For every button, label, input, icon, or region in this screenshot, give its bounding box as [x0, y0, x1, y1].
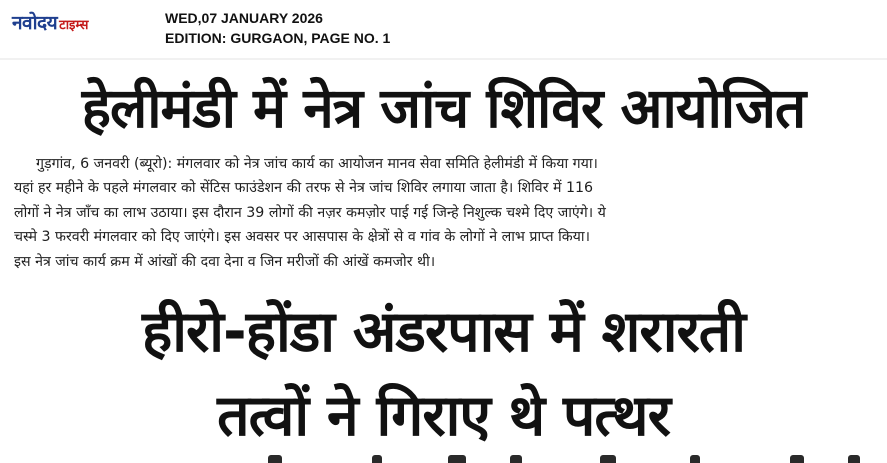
cut-glyph: [848, 455, 860, 463]
cut-glyph: [690, 455, 700, 463]
article2-headline-line1: हीरो-होंडा अंडरपास में शरारती: [141, 299, 746, 365]
article1-line: गुड़गांव, 6 जनवरी (ब्यूरो): मंगलवार को नेत्र जांच कार्य का आयोजन मानव सेवा समिति हेलीमंडी में किया गया।: [36, 156, 598, 172]
article2-headline-line2: तत्वों ने गिराए थे पत्थर: [217, 383, 670, 449]
edition-line: EDITION: GURGAON, PAGE NO. 1: [165, 30, 391, 46]
edition-info: [165, 8, 390, 48]
logo-sub-text: टाइम्स: [59, 18, 89, 33]
cut-glyph: [372, 455, 382, 463]
article1-line: इस नेत्र जांच कार्य क्रम में आंखों की दवा देना व जिन मरीजों की आंखें कमजोर थी।: [14, 253, 436, 270]
article1-line: चस्मे 3 फरवरी मंगलवार को दिए जाएंगे। इस अवसर पर आसपास के क्षेत्रों से व गांव के लोगों ने लाभ प्राप्त किया।: [14, 229, 590, 246]
article2-headline: [0, 290, 887, 458]
cut-off-text-strip: [0, 453, 887, 463]
cut-glyph: [790, 455, 804, 463]
cut-glyph: [448, 455, 466, 463]
date-line: WED,07 JANUARY 2026: [165, 10, 323, 26]
cut-glyph: [268, 455, 282, 463]
article1-line: यहां हर महीने के पहले मंगलवार को सेंटिस फाउंडेशन की तरफ से नेत्र जांच शिविर लगाया जाता है। शिविर में 116: [14, 180, 594, 197]
newspaper-logo: [12, 9, 88, 33]
article1-line: लोगों ने नेत्र जाँच का लाभ उठाया। इस दौरान 39 लोगों की नज़र कमज़ोर पाई गई जिन्हे निशुल्क चश्मे दिए जाएंगे। ये: [14, 204, 606, 221]
header-divider: [0, 58, 887, 60]
cut-glyph: [600, 455, 616, 463]
article1-body: [14, 152, 876, 274]
logo-main-text: नवोदय: [12, 12, 58, 34]
masthead: [0, 0, 887, 58]
cut-glyph: [510, 455, 522, 463]
article1-headline: हेलीमंडी में नेत्र जांच शिविर आयोजित: [81, 76, 806, 140]
